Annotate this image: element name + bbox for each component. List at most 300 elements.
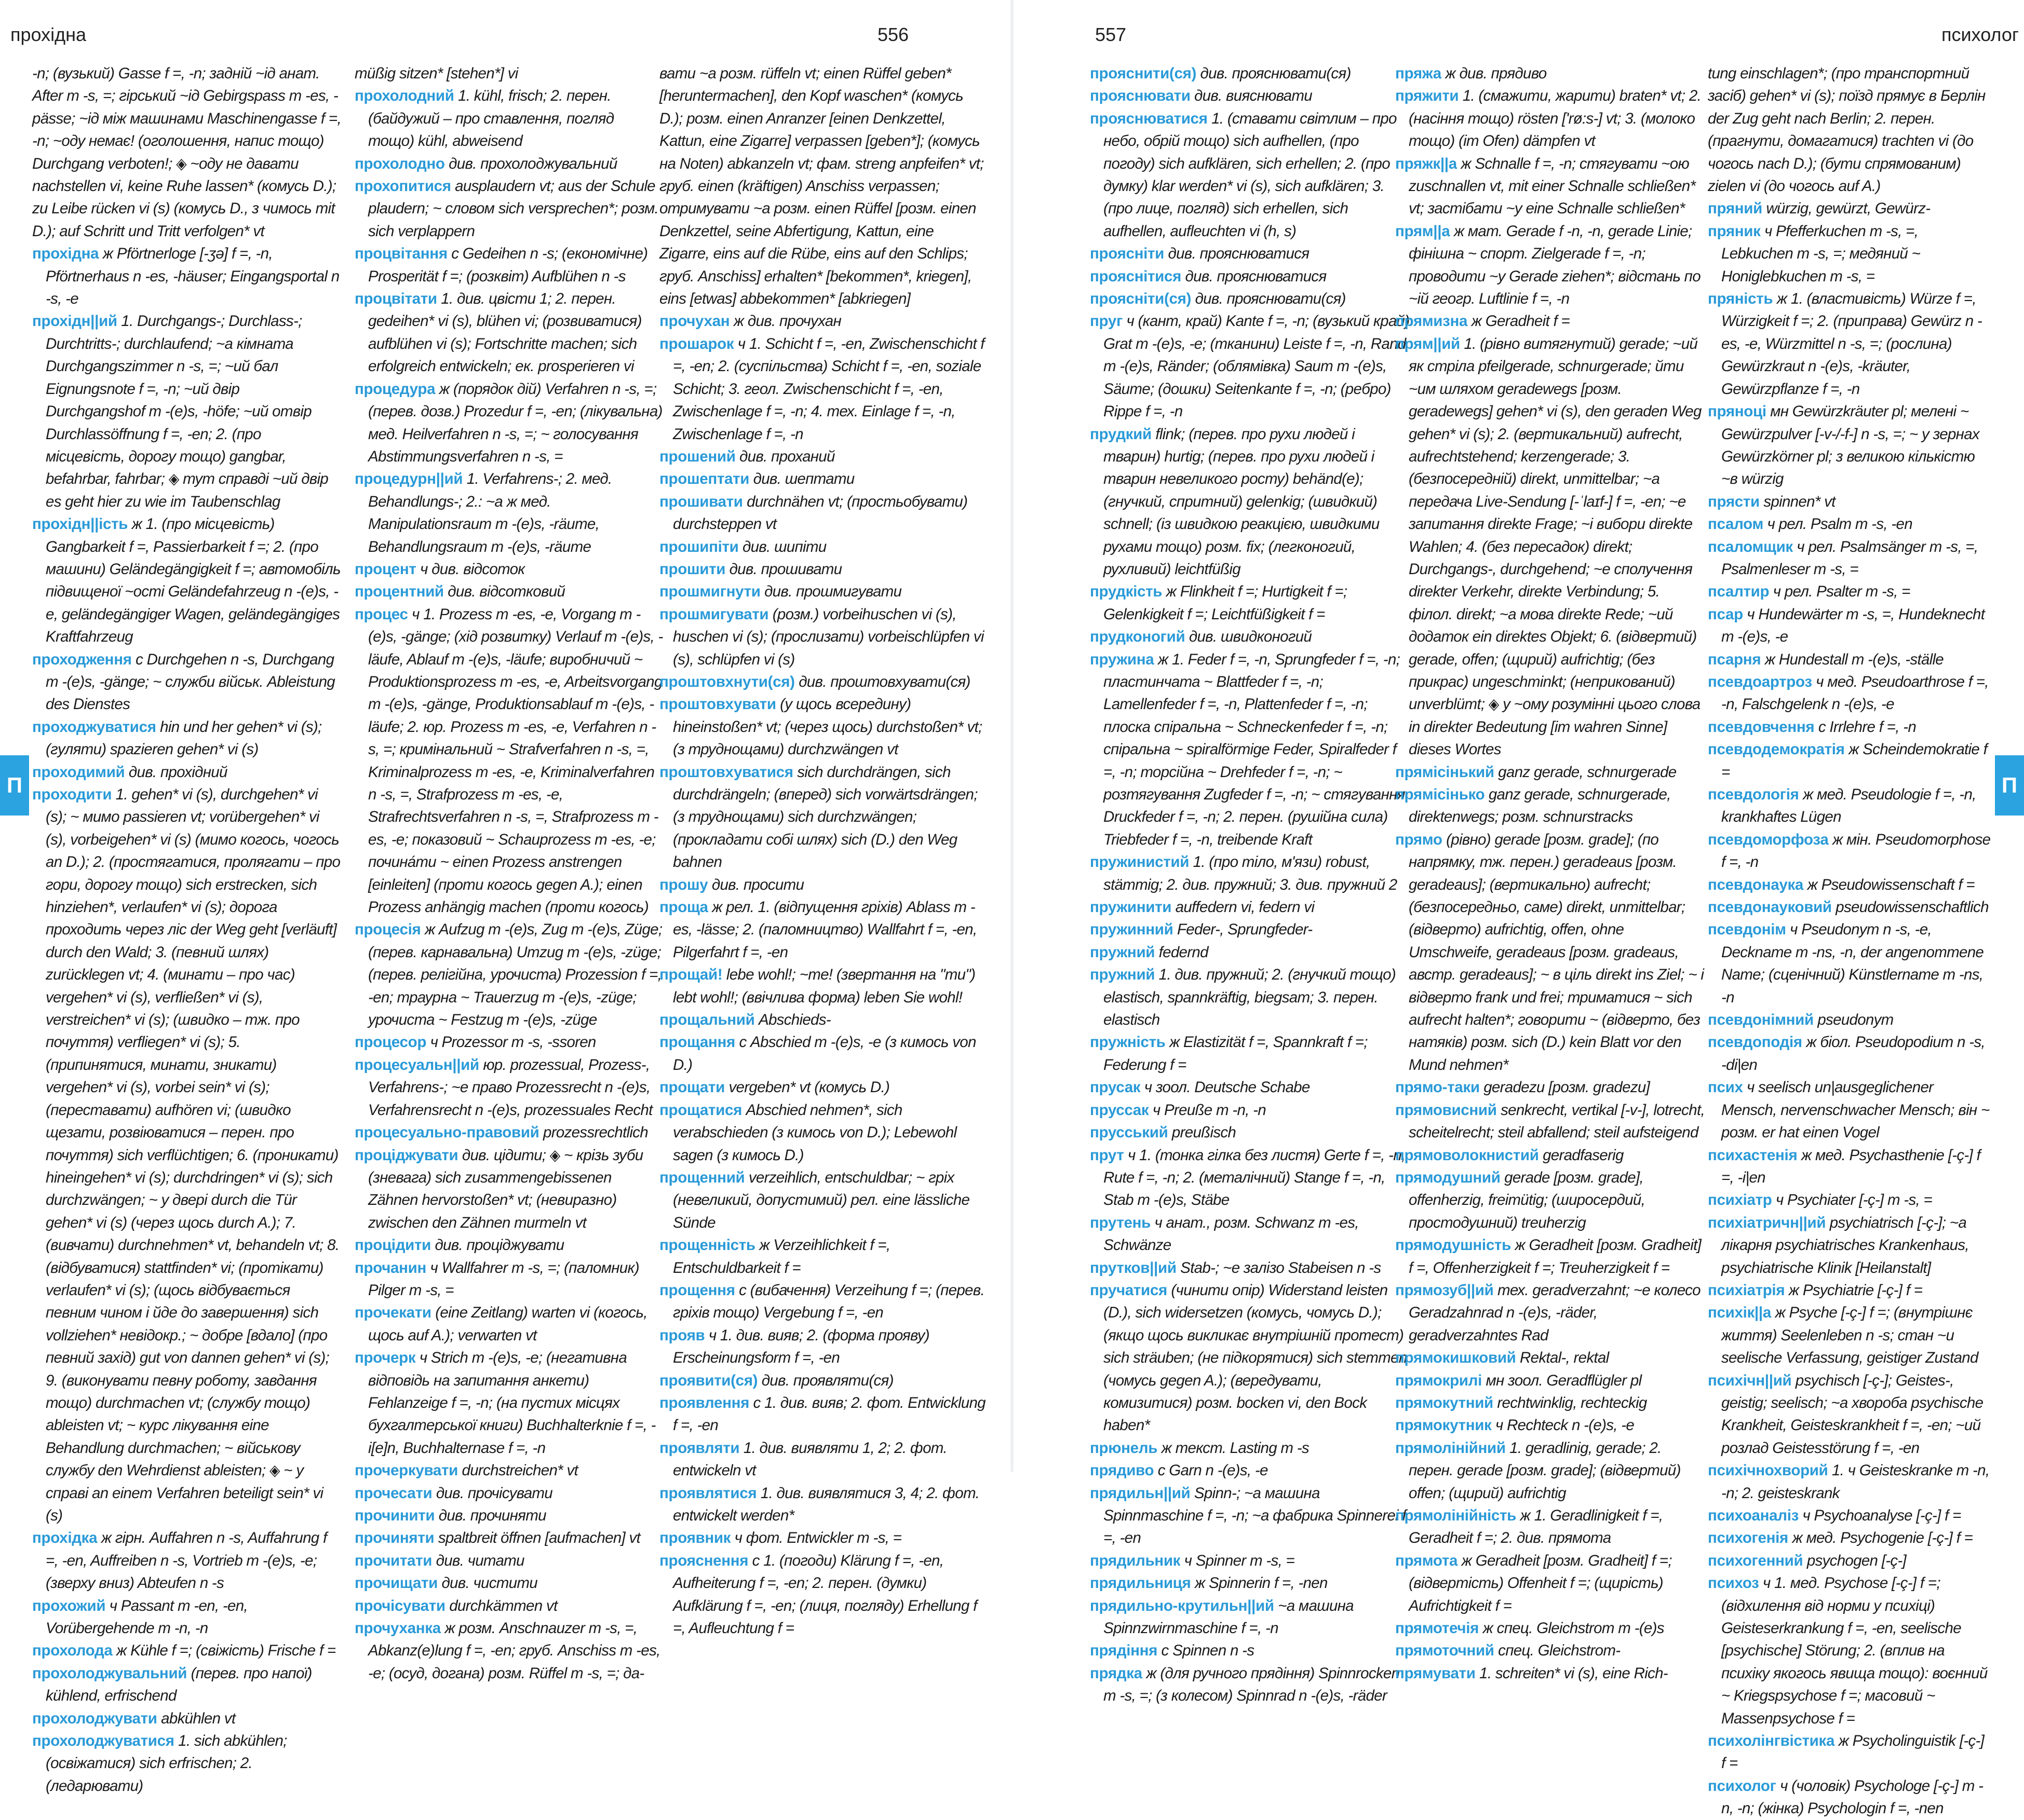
dictionary-entry <box>32 242 341 310</box>
dictionary-entry <box>1395 1550 1707 1617</box>
entry-headword: психоз <box>1708 1574 1759 1592</box>
dictionary-entry <box>1708 1459 1991 1504</box>
entry-translation: ganz gerade, schnurgerade, direktenwegs; розм. schnurstracks <box>1409 786 1671 826</box>
dictionary-entry <box>1395 1099 1707 1144</box>
entry-translation: ч Spinner m -s, = <box>1184 1552 1295 1569</box>
entry-headword: процентний <box>355 583 444 601</box>
entry-translation: ч 1. див. вияв; 2. (форма прояву) Erscheinungsform f =, -en <box>673 1326 929 1367</box>
dictionary-entry <box>1090 896 1412 918</box>
dictionary-entry <box>1708 918 1991 1009</box>
entry-translation: ж Flinkheit f =; Hurtigkeit f =; Gelenkigkeit f =; Leichtfüßigkeit f = <box>1103 583 1347 623</box>
dictionary-entry <box>659 491 987 536</box>
entry-headword: психолінгвістика <box>1708 1732 1835 1750</box>
entry-translation: ч Hundewärter m -s, =, Hundeknecht m -(e)s, -e <box>1721 605 1985 646</box>
entry-headword: прощa <box>659 899 708 916</box>
entry-headword: прясти <box>1708 493 1760 510</box>
dictionary-entry <box>659 1527 987 1549</box>
entry-headword: процесор <box>355 1034 427 1051</box>
entry-headword: псарня <box>1708 650 1761 668</box>
dictionary-entry <box>1395 85 1707 152</box>
entry-translation: див. прошивати <box>729 560 842 578</box>
entry-translation: ж спец. Gleichstrom m -(e)s <box>1482 1620 1664 1637</box>
entry-headword: проштовхувати <box>659 696 776 713</box>
entry-translation: spaltbreit öffnen [aufmachen] vt <box>438 1529 641 1547</box>
entry-headword: психіатричн||ий <box>1708 1214 1826 1231</box>
right-page-number: 557 <box>1095 24 1127 45</box>
entry-translation: preußisch <box>1171 1124 1236 1142</box>
entry-translation: ч Pseudonym n -s, -e, Deckname m -ns, -n, der angenommene Name; (сценічний) Künstlername m -ns, -n <box>1721 921 1984 1006</box>
dictionary-entry <box>1708 648 1991 671</box>
dictionary-entry <box>355 1482 664 1504</box>
entry-translation: ч див. відсоток <box>420 560 525 578</box>
entry-headword: пружинистий <box>1090 853 1190 871</box>
dictionary-column-1 <box>32 62 341 1795</box>
entry-translation: ж мед. Psychasthenie [-ç-] f =, -i|en <box>1721 1146 1981 1186</box>
entry-headword: прохолодний <box>355 87 454 105</box>
entry-headword: пруссак <box>1090 1101 1149 1119</box>
dictionary-entry <box>1090 1099 1412 1121</box>
entry-headword: псевдонімний <box>1708 1011 1814 1029</box>
dictionary-entry <box>1708 603 1991 648</box>
entry-headword: прочитати <box>355 1552 433 1569</box>
entry-headword: прямісінько <box>1395 786 1485 803</box>
entry-translation: ж мед. Pseudologie f =, -n, krankhaftes Lügen <box>1721 786 1976 826</box>
entry-translation: див. відсотковий <box>448 583 565 601</box>
dictionary-entry <box>659 1392 987 1437</box>
entry-translation: ausplaudern vt; aus der Schule plaudern; ~ словом sich versprechen*; розм. sich verplappern <box>368 178 659 240</box>
entry-headword: проштовхуватися <box>659 763 793 781</box>
dictionary-entry <box>355 558 664 580</box>
entry-headword: пряжа <box>1395 65 1441 82</box>
entry-translation: ж Psychiatrie [-ç-] f = <box>1788 1281 1923 1299</box>
dictionary-entry <box>659 1279 987 1324</box>
right-running-head: психолог <box>1941 24 2019 45</box>
dictionary-entry <box>1708 197 1991 220</box>
dictionary-entry <box>1708 671 1991 716</box>
entry-headword: прочісувати <box>355 1597 446 1614</box>
entry-translation: vergeben* vt (комусь D.) <box>728 1079 890 1096</box>
entry-translation: psychogen [-ç-] <box>1806 1552 1907 1569</box>
entry-headword: процес <box>355 605 408 623</box>
entry-headword: психогенія <box>1708 1529 1788 1547</box>
left-page <box>0 0 1012 1795</box>
entry-headword: проходити <box>32 786 112 803</box>
entry-headword: прочинити <box>355 1507 435 1524</box>
dictionary-entry <box>1708 1504 1991 1527</box>
entry-headword: псих <box>1708 1079 1743 1096</box>
dictionary-entry <box>659 761 987 874</box>
dictionary-entry <box>1708 828 1991 874</box>
dictionary-entry <box>32 1527 341 1594</box>
dictionary-entry <box>1395 62 1707 85</box>
entry-headword: пружинити <box>1090 899 1172 916</box>
entry-headword: прохолодно <box>355 155 445 172</box>
entry-translation: ч 1. Schicht f =, -en, Zwischenschicht f =, -en; 2. (суспільства) Schicht f =, -en, soziale Schicht; 3. геол. Zwischenschicht f =, -en, Zwischenlage f =, -n; 4. тех. Einlage f =, -n, Zwischenlage f =, -n <box>673 335 984 443</box>
entry-headword: прояв <box>659 1326 705 1344</box>
entry-headword: пручатися <box>1090 1281 1167 1299</box>
entry-headword: процвітання <box>355 245 448 263</box>
entry-translation: мн Gewürzkräuter pl; мелені ~ Gewürzpulver [-v-/-f-] n -s, =; ~ у зернах Gewürzkörner pl; з великою кількістю ~в würzig <box>1721 403 1979 488</box>
entry-headword: психолог <box>1708 1777 1776 1795</box>
entry-headword: прямота <box>1395 1552 1458 1569</box>
dictionary-entry <box>1395 220 1707 310</box>
dictionary-entry <box>1395 1437 1707 1504</box>
entry-translation: ж (порядок дій) Verfahren n -s, =; (перев. дозв.) Prozedur f =, -en; (лікувальна) мед. Heilverfahren n -s, =; ~ голосування Abstimmungsverfahren n -s, = <box>368 380 663 465</box>
dictionary-entry <box>355 62 664 85</box>
dictionary-entry <box>1090 423 1412 581</box>
entry-headword: проясніти <box>1090 245 1164 263</box>
entry-headword: псалом <box>1708 515 1763 533</box>
dictionary-entry <box>355 1234 664 1256</box>
entry-headword: прохожий <box>32 1597 106 1614</box>
entry-translation: (чинити опір) Widerstand leisten (D.), sich widersetzen (комусь, чомусь D.); (якщо щось викликає внутрішній протест) sich sträuben; (не підкорятися) sich stemmen (чомусь gegen A.); (вередувати, комизитися) розм. bocken vi, den Bock haben* <box>1103 1281 1407 1434</box>
entry-headword: пружність <box>1090 1034 1166 1051</box>
entry-translation: див. прояснювати(ся) <box>1195 290 1346 308</box>
entry-headword: прощати <box>659 1079 725 1096</box>
entry-translation: див. прочиняти <box>438 1507 546 1524</box>
dictionary-entry <box>355 1459 664 1482</box>
dictionary-entry <box>32 1707 341 1730</box>
entry-headword: прошу <box>659 876 708 893</box>
entry-translation: див. швидконогий <box>1189 628 1312 646</box>
entry-translation: ~а машина Spinnzwirnmaschine f =, -n <box>1103 1597 1354 1637</box>
dictionary-entry <box>32 1639 341 1662</box>
dictionary-entry <box>1090 1031 1412 1076</box>
entry-translation: 1. див. цвісти 1; 2. перен. gedeihen* vi (s), blühen vi; (розвиватися) aufblühen vi (s); Fortschritte machen; sich erfolgreich entwickeln; ек. prosperieren vi <box>368 290 642 375</box>
dictionary-entry <box>1708 1527 1991 1549</box>
entry-headword: прояснення <box>659 1552 749 1569</box>
dictionary-entry <box>1395 1279 1707 1347</box>
dictionary-entry <box>355 175 664 242</box>
dictionary-entry <box>1708 1076 1991 1144</box>
dictionary-entry <box>32 1662 341 1707</box>
entry-headword: прядиво <box>1090 1462 1154 1479</box>
entry-headword: пряник <box>1708 222 1761 240</box>
dictionary-entry <box>1708 400 1991 491</box>
dictionary-entry <box>1708 783 1991 828</box>
dictionary-entry <box>355 1144 664 1234</box>
dictionary-entry <box>659 963 987 1009</box>
dictionary-entry <box>355 153 664 175</box>
entry-translation: ч анат., розм. Schwanz m -es, Schwänze <box>1103 1214 1359 1254</box>
dictionary-entry <box>355 918 664 1031</box>
entry-headword: прохолоджуватися <box>32 1732 174 1750</box>
dictionary-entry <box>1708 1144 1991 1189</box>
entry-headword: прядильн||ий <box>1090 1484 1191 1502</box>
entry-headword: процесуально-правовий <box>355 1124 539 1142</box>
dictionary-entry <box>1090 1279 1412 1437</box>
entry-translation: ж 1. Feder f =, -n, Sprungfeder f =, -n; пластинчата ~ Blattfeder f =, -n; Lamellenfeder f =, -n, Plattenfeder f =, -n; плоска спіральна ~ Schneckenfeder f =, -n; спіральна ~ spiralförmige Feder, Spiralfeder f =, -n; торсійна ~ Drehfeder f =, -n; ~ розтягування Zugfeder f =, -n; ~ стягування Druckfeder f =, -n; 2. перен. (рушійна сила) Triebfeder f =, -n, treibende Kraft <box>1103 650 1405 848</box>
dictionary-entry <box>1708 1775 1991 1820</box>
entry-translation: ч (чоловік) Psychologe [-ç-] m -n, -n; (жінка) Psychologin f =, -nen <box>1721 1777 1983 1817</box>
entry-headword: прощенність <box>659 1237 755 1254</box>
entry-translation: ж мед. Psychogenie [-ç-] f = <box>1792 1529 1973 1547</box>
entry-translation: psychisch [-ç-]; Geistes-, geistig; seelisch; ~а хвороба psychische Krankheit, Geisteskrankheit f =, -en; ~ий розлад Geistesstörung f =, -en <box>1721 1371 1983 1457</box>
dictionary-entry <box>1090 265 1412 288</box>
dictionary-entry <box>355 378 664 468</box>
dictionary-entry <box>659 445 987 468</box>
entry-headword: прохідка <box>32 1529 98 1547</box>
entry-translation: ж Hundestall m -(e)s, -ställe <box>1764 650 1944 668</box>
entry-headword: псевдовчення <box>1708 718 1815 736</box>
dictionary-entry <box>1395 310 1707 332</box>
entry-translation: див. шипіти <box>742 538 827 555</box>
dictionary-entry <box>355 1054 664 1121</box>
entry-headword: прямолінійність <box>1395 1507 1516 1524</box>
entry-translation: ж гірн. Auffahren n -s, Auffahrung f =, -en, Auffreiben n -s, Vortrieb m -(e)s, -e; (зверху вниз) Abteufen n -s <box>46 1529 327 1592</box>
entry-headword: прямувати <box>1395 1664 1476 1682</box>
dictionary-entry <box>659 468 987 490</box>
entry-headword: проясніти(ся) <box>1090 290 1192 308</box>
entry-headword: псевдонауковий <box>1708 899 1832 916</box>
entry-translation: ч Psychoanalyse [-ç-] f = <box>1802 1507 1961 1524</box>
entry-headword: прощення <box>659 1281 735 1299</box>
entry-translation: с Gedeihen n -s; (економічне) Prosperität f =; (розквіт) Aufblühen n -s <box>368 245 648 285</box>
dictionary-entry <box>355 1257 664 1302</box>
entry-headword: прошарок <box>659 335 734 352</box>
dictionary-entry <box>1090 1550 1412 1572</box>
entry-translation: див. цідити; ◈ ~ крізь зуби (зневага) sich zusammengebissenen Zähnen hervorstoßen* vt; (невиразно) zwischen den Zähnen murmeln vt <box>368 1146 643 1231</box>
dictionary-entry <box>659 1324 987 1369</box>
dictionary-entry <box>355 1121 664 1144</box>
entry-headword: прочухан <box>659 313 730 330</box>
entry-translation: ж Psycholinguistik [-ç-] f = <box>1721 1732 1985 1772</box>
entry-headword: прусський <box>1090 1124 1168 1142</box>
entry-headword: прочерк <box>355 1349 416 1367</box>
entry-headword: прошивати <box>659 493 743 510</box>
entry-translation: ж Verzeihlichkeit f =, Entschuldbarkeit f = <box>673 1237 890 1276</box>
dictionary-entry <box>659 896 987 963</box>
dictionary-entry <box>1395 1639 1707 1662</box>
entry-translation: ж Aufzug m -(e)s, Zug m -(e)s, Züge; (перев. карнавальна) Umzug m -(e)s, -züge; (перев. релігійна, урочиста) Prozession f =, -en; траурна ~ Trauerzug m -(e)s, -züge; урочиста ~ Festzug m -(e)s, -züge <box>368 921 663 1029</box>
dictionary-entry <box>1090 851 1412 896</box>
entry-translation: ж Geradheit f = <box>1471 313 1570 330</box>
entry-translation: ч фот. Entwickler m -s, = <box>734 1529 902 1547</box>
dictionary-entry <box>1708 1212 1991 1279</box>
entry-headword: процедура <box>355 380 436 398</box>
entry-headword: прямісінький <box>1395 763 1494 781</box>
entry-translation: sich durchdrängen, sich durchdrängeln; (вперед) sich vorwärtsdrängen; (з труднощами) sich durchzwängen; (прокладати собі шлях) sich (D.) den Weg bahnen <box>673 763 978 871</box>
dictionary-entry <box>1395 783 1707 828</box>
entry-translation: ч Prozessor m -s, -ssoren <box>430 1034 596 1051</box>
dictionary-entry <box>32 62 341 242</box>
entry-headword: прощенний <box>659 1169 745 1186</box>
dictionary-entry <box>355 603 664 919</box>
entry-headword: пружина <box>1090 650 1154 668</box>
dictionary-entry <box>355 580 664 603</box>
entry-headword: прямодушність <box>1395 1237 1511 1254</box>
entry-translation: с Garn n -(e)s, -e <box>1157 1462 1268 1479</box>
entry-translation: müßig sitzen* [stehen*] vi <box>355 65 518 82</box>
entry-headword: прохопитися <box>355 178 451 195</box>
entry-headword: прутков||ий <box>1090 1259 1177 1276</box>
entry-headword: прояснітися <box>1090 267 1182 285</box>
entry-translation: ж мін. Pseudomorphose f =, -n <box>1721 831 1991 871</box>
entry-translation: spinnen* vt <box>1763 493 1836 510</box>
entry-headword: псевдоморфоза <box>1708 831 1829 848</box>
dictionary-entry <box>1708 716 1991 738</box>
entry-translation: ч seelisch un|ausgeglichener Mensch, nervenschwacher Mensch; він ~ розм. er hat einen Vogel <box>1721 1079 1990 1142</box>
entry-headword: прочесати <box>355 1484 433 1502</box>
entry-headword: псевдонім <box>1708 921 1786 939</box>
entry-headword: прохідн||ість <box>32 515 128 533</box>
dictionary-entry <box>1090 242 1412 265</box>
entry-headword: процент <box>355 560 416 578</box>
entry-translation: abkühlen vt <box>161 1709 236 1727</box>
entry-headword: психік||а <box>1708 1304 1771 1322</box>
dictionary-entry <box>1395 153 1707 220</box>
dictionary-entry <box>1395 1144 1707 1166</box>
entry-translation: ж текст. Lasting m -s <box>1161 1439 1309 1457</box>
entry-headword: проходження <box>32 650 132 668</box>
entry-translation: federnd <box>1158 943 1208 961</box>
dictionary-entry <box>355 1572 664 1594</box>
dictionary-entry <box>1708 536 1991 581</box>
entry-headword: прошити <box>659 560 726 578</box>
entry-translation: с Spinnen n -s <box>1161 1642 1254 1660</box>
entry-translation: ч 1. Prozess m -es, -e, Vorgang m -(e)s, -gänge; (хід розвитку) Verlauf m -(e)s, -läufe, Ablauf m -(e)s, -läufe; виробничий ~ Produktionsprozess m -es, -e, Arbeitsvorgang m -(e)s, -gänge, Produktionsablauf m -(e)s, -läufe; 2. юр. Prozess m -es, -e, Verfahren n -s, =; кримінальний ~ Strafverfahren n -s, =, Kriminalprozess m -es, -e, Kriminalverfahren n -s, =, Strafprozess m -es, -e, Strafrechtsverfahren n -s, =, Strafprozess m -es, -e; показовий ~ Schauprozess m -es, -e; почина́ти ~ einen Prozess anstrengen [einleiten] (проти когось gegen A.); einen Prozess anhängig machen (проти когось) <box>368 605 663 916</box>
entry-translation: див. прояснюватися <box>1168 245 1310 263</box>
entry-translation: с (вибачення) Verzeihung f =; (перев. гріхів тощо) Vergebung f =, -en <box>673 1281 984 1322</box>
entry-translation: ч Strich m -(e)s, -e; (негативна відповідь на запитання анкети) Fehlanzeige f =, -n; (на пустих місцях бухгалтерської книги) Buchhalterknie f =, -i[e]n, Buchhalternase f =, -n <box>368 1349 656 1457</box>
dictionary-entry <box>1395 1347 1707 1369</box>
entry-translation: ж Geradheit [розм. Gradheit] f =, Offenherzigkeit f =; Treuherzigkeit f = <box>1409 1237 1702 1276</box>
entry-translation: ч Passant m -en, -en, Vorübergehende m -n, -n <box>46 1597 248 1637</box>
entry-headword: прощатися <box>659 1101 743 1119</box>
entry-headword: прямодушний <box>1395 1169 1501 1186</box>
dictionary-entry <box>1090 1595 1412 1640</box>
entry-headword: прямолінійний <box>1395 1439 1506 1457</box>
entry-translation: durchkämmen vt <box>449 1597 558 1614</box>
dictionary-entry <box>1090 1212 1412 1257</box>
dictionary-entry <box>1708 1279 1991 1301</box>
entry-translation: 1. див. виявлятися 3, 4; 2. фот. entwickelt werden* <box>673 1484 979 1524</box>
entry-translation: ч 1. мед. Psychose [-ç-] f =; (відхилення від норми у психіці) Geisteserkrankung f =, -en, seelische [psychische] Störung; 2. (вплив на психіку якогось явища тощо): воєнний ~ Kriegspsychose f =; масовий ~ Massenpsychose f = <box>1721 1574 1988 1727</box>
dictionary-column-2 <box>355 62 664 1682</box>
entry-headword: пружний <box>1090 943 1155 961</box>
entry-translation: ж Pseudowissenschaft f = <box>1807 876 1975 893</box>
dictionary-entry <box>659 558 987 580</box>
entry-translation: с 1. див. вияв; 2. фот. Entwicklung f =, -en <box>673 1394 986 1434</box>
entry-headword: прошмигнути <box>659 583 761 601</box>
entry-translation: pseudonym <box>1817 1011 1894 1029</box>
entry-translation: 1. kühl, frisch; 2. перен. (байдужий – про ставлення, погляд тощо) kühl, abweisend <box>368 87 614 150</box>
dictionary-entry <box>1090 1639 1412 1662</box>
dictionary-column-4 <box>1090 62 1412 1705</box>
entry-headword: прочеркувати <box>355 1462 458 1479</box>
entry-translation: спец. Gleichstrom- <box>1498 1642 1621 1660</box>
dictionary-entry <box>659 1234 987 1279</box>
entry-translation: див. прохолоджувальний <box>449 155 617 172</box>
entry-translation: ж Psyche [-ç-] f =; (внутрішнє життя) Seelenleben n -s; стан ~и seelische Verfassung, geistiger Zustand <box>1721 1304 1978 1367</box>
dictionary-entry <box>1708 738 1991 783</box>
entry-headword: психіатр <box>1708 1191 1772 1209</box>
dictionary-entry <box>659 693 987 760</box>
entry-translation: (рівно) gerade [розм. grade]; (по напрямку, тж. перен.) geradeaus [розм. geradeaus]; (вертикально) aufrecht; (безпосередньо, саме) direkt, unmittelbar; (відверто) aufrichtig, offen, ohne Umschweife, geradeaus [розм. gradeaus, австр. geradeaus]; ~ в ціль direkt ins Ziel; ~ і відверто frank und frei; триматися ~ sich aufrecht halten*; говорити ~ (відверто, без натяків) розм. sich (D.) kein Blatt vor den Mund nehmen* <box>1409 831 1704 1074</box>
dictionary-entry <box>659 1076 987 1098</box>
entry-headword: прохідна <box>32 245 99 263</box>
entry-headword: прудкість <box>1090 583 1163 601</box>
entry-headword: процвітати <box>355 290 437 308</box>
entry-translation: ж (для ручного прядіння) Spinnrocken m -s, =; (з колесом) Spinnrad n -(e)s, -räder <box>1103 1664 1400 1705</box>
entry-translation: див. прохідний <box>128 763 227 781</box>
entry-headword: проявник <box>659 1529 731 1547</box>
entry-headword: процесія <box>355 921 421 939</box>
dictionary-entry <box>32 716 341 761</box>
entry-headword: пряний <box>1708 200 1762 218</box>
entry-headword: процідити <box>355 1237 431 1254</box>
entry-translation: див. прочісувати <box>436 1484 552 1502</box>
entry-translation: lebe wohl!; ~те! (звертання на "ти") lebt wohl!; (ввічлива форма) leben Sie wohl! <box>673 966 976 1006</box>
entry-translation: 1. (смажити, жарити) braten* vt; 2. (насіння тощо) rösten ['rø:s-] vt; 3. (молоко тощо) (im Ofen) dämpfen vt <box>1409 87 1702 150</box>
entry-headword: процесуальн||ий <box>355 1056 479 1074</box>
entry-headword: психічнохворий <box>1708 1462 1828 1479</box>
entry-headword: прюнель <box>1090 1439 1158 1457</box>
entry-headword: прям||а <box>1395 222 1450 240</box>
dictionary-entry <box>1395 1617 1707 1639</box>
dictionary-entry <box>1395 1234 1707 1279</box>
entry-translation: ж Pförtnerloge [-ʒə] f =, -n, Pförtnerhaus n -es, -häuser; Eingangsportal n -s, -e <box>46 245 340 308</box>
entry-headword: прямокишковий <box>1395 1349 1516 1367</box>
entry-headword: прусак <box>1090 1079 1141 1096</box>
dictionary-entry <box>355 1504 664 1527</box>
dictionary-entry <box>1708 896 1991 918</box>
dictionary-entry <box>1708 1572 1991 1730</box>
dictionary-entry <box>1395 828 1707 1076</box>
dictionary-entry <box>1708 513 1991 535</box>
entry-translation: ж 1. (про місцевість) Gangbarkeit f =, Passierbarkeit f =; 2. (про машини) Geländegängigkeit f =; автомобіль підвищеної ~ості Geländefahrzeug n -(e)s, -e, geländegängiger Wagen, geländegängiges Kraftfahrzeug <box>46 515 341 646</box>
right-page <box>1012 0 2024 1817</box>
dictionary-entry <box>1395 1369 1707 1392</box>
entry-headword: прямоточний <box>1395 1642 1494 1660</box>
dictionary-entry <box>1708 1031 1991 1076</box>
entry-headword: прояснювати <box>1090 87 1191 105</box>
dictionary-entry <box>355 1031 664 1053</box>
dictionary-entry <box>1090 1662 1412 1707</box>
entry-translation: ч мед. Pseudoarthrose f =, -n, Falschgelenk n -(e)s, -e <box>1721 673 1989 713</box>
dictionary-entry <box>1395 1414 1707 1436</box>
entry-headword: прядіння <box>1090 1642 1158 1660</box>
dictionary-entry <box>1090 288 1412 310</box>
entry-translation: Rektal-, rektal <box>1520 1349 1609 1367</box>
entry-translation: див. проціджувати <box>435 1237 564 1254</box>
entry-headword: прояснити(ся) <box>1090 65 1196 82</box>
entry-translation: ж 1. (властивість) Würze f =, Würzigkeit f =; 2. (приправа) Gewürz n -es, -e, Würzmittel n -s, =; (рослина) Gewürzkraut n -(e)s, -kräuter, Gewürzpflanze f =, -n <box>1721 290 1982 398</box>
entry-headword: прядильник <box>1090 1552 1181 1569</box>
entry-headword: прямокутник <box>1395 1417 1492 1434</box>
entry-translation: див. прояснюватися <box>1185 267 1327 285</box>
dictionary-entry <box>659 671 987 693</box>
entry-translation: ж див. прядиво <box>1445 65 1547 82</box>
dictionary-entry <box>1395 1392 1707 1414</box>
entry-headword: псевдоподія <box>1708 1034 1802 1051</box>
entry-headword: психастенія <box>1708 1146 1798 1164</box>
entry-translation: verzeihlich, entschuldbar; ~ гріх (невеликий, допустимий) рел. eine lässliche Sünde <box>673 1169 970 1231</box>
dictionary-entry <box>1090 626 1412 648</box>
entry-headword: прудконогий <box>1090 628 1185 646</box>
dictionary-entry <box>355 1527 664 1549</box>
dictionary-entry <box>659 874 987 896</box>
entry-translation: (eine Zeitlang) warten vi (когось, щось auf A.); verwarten vt <box>368 1304 647 1344</box>
entry-headword: проявлення <box>659 1394 750 1411</box>
entry-headword: прочищати <box>355 1574 438 1592</box>
dictionary-entry <box>1090 963 1412 1031</box>
entry-headword: проявлятися <box>659 1484 757 1502</box>
dictionary-entry <box>1395 761 1707 783</box>
entry-translation: див. вияснювати <box>1194 87 1312 105</box>
entry-translation: мн зоол. Geradflügler pl <box>1486 1371 1642 1389</box>
entry-translation: ч рел. Psalm m -s, -en <box>1767 515 1912 533</box>
